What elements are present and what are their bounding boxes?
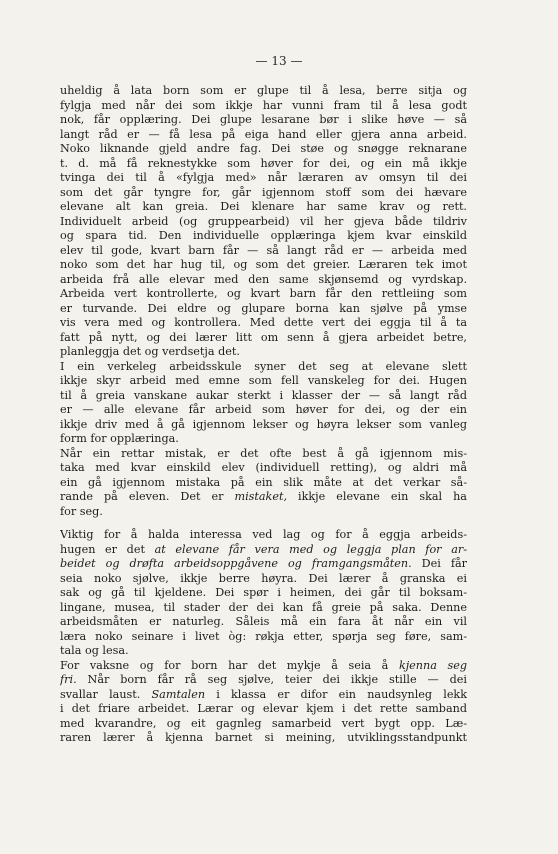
text-line: vis vera med og kontrollera. Med dette vert dei eggja til å ta xyxy=(60,316,467,329)
text-line: ikkje driv med å gå igjennom lekser og høyra lekser som vanleg xyxy=(60,417,467,431)
text-line: arbeida frå alle elevar med den same skjønsemd og vyrdskap. xyxy=(60,272,467,286)
text-run: Dei får xyxy=(411,557,467,570)
text-line: elevane alt kan greia. Dei klenare har same krav og rett. xyxy=(60,200,467,213)
text-line: ein gå igjennom mistaka på ein slik måte at det verkar så- xyxy=(60,475,467,489)
text-line-mixed xyxy=(60,688,467,703)
text-line: nok, får opplæring. Dei glupe lesarane bør i slike høve — så xyxy=(60,113,467,126)
text-line: er — alle elevane får arbeid som høver for dei, og der ein xyxy=(60,403,467,416)
text-line-mixed xyxy=(60,557,467,572)
text-line: lingane, musea, til stader der dei kan få greie på saka. Denne xyxy=(60,600,467,614)
italic-run: kjenna seg xyxy=(398,658,467,672)
text-line: raren lærer å kjenna barnet si meining, utviklingsstandpunkt xyxy=(60,731,467,744)
text-run: For vaksne og for born har det mykje å seia å xyxy=(60,658,399,672)
text-line: i det friare arbeidet. Lærar og elevar kjem i det rette samband xyxy=(60,702,467,715)
text-line: Når ein rettar mistak, er det ofte best å gå igjennom mis- xyxy=(60,446,467,460)
text-line: taka med kvar einskild elev (individuell retting), og aldri må xyxy=(60,461,467,474)
text-run: i klassa er difor ein naudsynleg lekk xyxy=(205,687,467,701)
text-line: seia noko sjølve, ikkje berre høyra. Dei lærer å granska ei xyxy=(60,571,467,585)
text-run: ikkje elevane ein skal ha xyxy=(287,490,467,503)
text-line: Individuelt arbeid (og gruppearbeid) vil her gjeva både tildriv xyxy=(60,214,467,228)
text-line: uheldig å lata born som er glupe til å lesa, berre sitja og xyxy=(60,84,467,97)
text-line: I ein verkeleg arbeidsskule syner det seg at elevane slett xyxy=(60,359,467,373)
text-line: til å greia vanskane aukar sterkt i klasser der — så langt råd xyxy=(60,388,467,402)
text-line: elev til gode, kvart barn får — så langt råd er — arbeida med xyxy=(60,243,467,257)
text-run: Når born får rå seg sjølve, teier dei ikkje stille — dei xyxy=(76,673,467,686)
text-line: Arbeida vert kontrollerte, og kvart barn får den rettleiing som xyxy=(60,287,467,300)
text-line: ikkje skyr arbeid med emne som fell vanskeleg for dei. Hugen xyxy=(60,374,467,387)
italic-run: mistaket, xyxy=(234,490,288,503)
text-line-mixed xyxy=(60,490,467,505)
page-number: — 13 — xyxy=(255,54,303,68)
paragraph-4 xyxy=(60,528,467,659)
text-line: noko som det har hug til, og som det greier. Læraren tek imot xyxy=(60,258,467,271)
italic-run: fri. xyxy=(60,673,77,686)
text-line: arbeidsmåten er naturleg. Såleis må ein fara åt når ein vil xyxy=(60,615,467,628)
italic-run: beidet og drøfta arbeidsoppgåvene og framgangsmåten. xyxy=(60,557,412,570)
body-text xyxy=(60,84,467,746)
text-line: t. d. må få reknestykke som høver for dei, og ein må ikkje xyxy=(60,156,467,170)
text-line-mixed xyxy=(60,543,467,558)
text-run: hugen er det xyxy=(60,542,155,556)
text-line: som det går tyngre for, går igjennom stoff som dei hævare xyxy=(60,185,467,199)
text-run: rande på eleven. Det er xyxy=(60,490,235,503)
paragraph-5 xyxy=(60,659,467,746)
text-line: fylgja med når dei som ikkje har vunni fram til å lesa godt xyxy=(60,98,467,112)
paragraph-2 xyxy=(60,360,467,447)
text-line-mixed xyxy=(60,659,467,674)
text-line: form for opplæringa. xyxy=(60,432,179,445)
text-line: læra noko seinare i livet òg: røkja etter, spørja seg føre, sam- xyxy=(60,629,467,643)
paragraph-1 xyxy=(60,84,467,360)
paragraph-3 xyxy=(60,447,467,520)
paragraph-gap xyxy=(60,519,467,528)
text-line: fatt på nytt, og dei lærer litt om senn å gjera arbeidet betre, xyxy=(60,330,467,344)
italic-run: Samtalen xyxy=(151,687,206,701)
text-line: med kvarandre, og eit gagnleg samarbeid vert bygt opp. Læ- xyxy=(60,716,467,730)
text-line: Noko liknande gjeld andre fag. Dei støe og snøgge reknarane xyxy=(60,142,467,155)
text-line: sak og gå til kjeldene. Dei spør i heimen, dei går til boksam- xyxy=(60,586,467,599)
text-line: planleggja det og verdsetja det. xyxy=(60,345,240,358)
text-line: Viktig for å halda interessa ved lag og for å eggja arbeids- xyxy=(60,528,467,541)
text-run: svallar laust. xyxy=(60,687,152,701)
text-line: for seg. xyxy=(60,504,103,518)
text-line: langt råd er — få lesa på eiga hand eller gjera anna arbeid. xyxy=(60,127,467,141)
text-line: og spara tid. Den individuelle opplæringa kjem kvar einskild xyxy=(60,229,467,242)
text-line: tala og lesa. xyxy=(60,644,129,657)
text-line-mixed xyxy=(60,673,467,688)
text-line: tvinga dei til å «fylgja med» når læraren av omsyn til dei xyxy=(60,171,467,184)
italic-run: at elevane får vera med og leggja plan for ar- xyxy=(154,542,467,556)
text-line: er turvande. Dei eldre og glupare borna kan sjølve på ymse xyxy=(60,301,467,315)
